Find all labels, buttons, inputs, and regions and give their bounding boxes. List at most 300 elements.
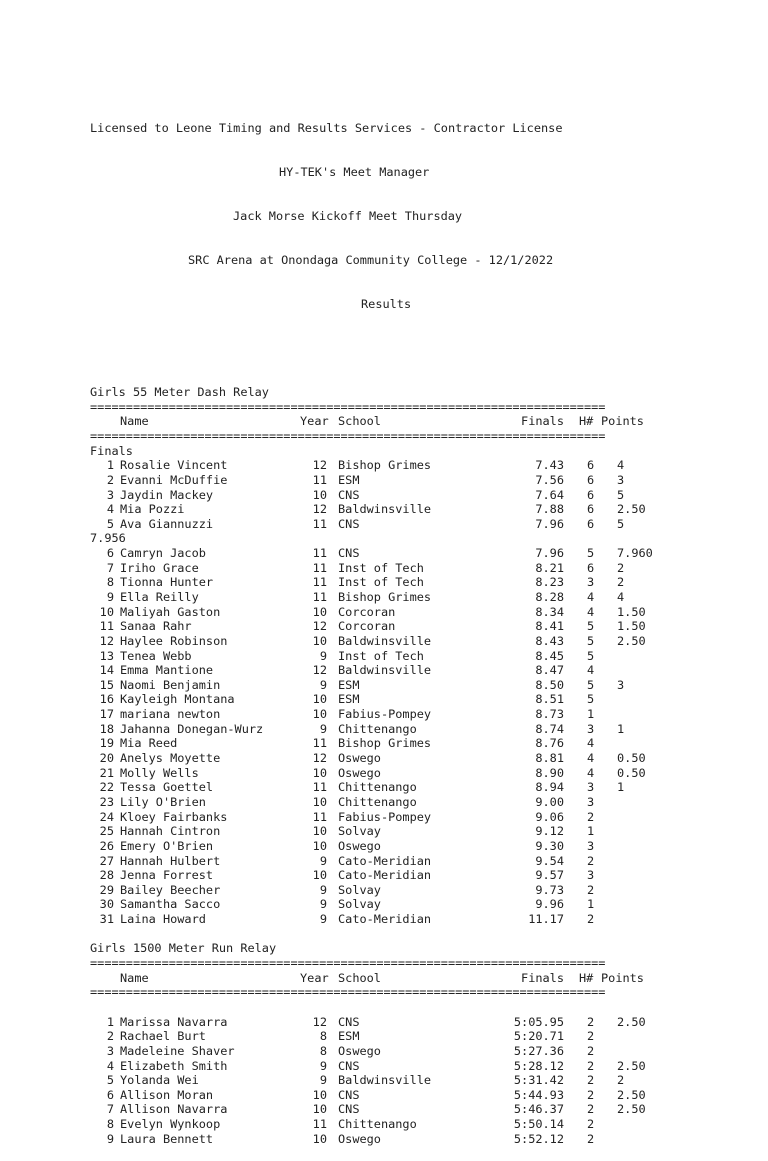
row-school: Bishop Grimes: [338, 736, 432, 751]
row-finals: 9.00: [535, 794, 564, 809]
row-heat: 2: [587, 1131, 595, 1146]
table-row: [90, 1117, 660, 1132]
row-finals: 7.96: [535, 516, 564, 531]
row-place: 21: [99, 765, 114, 780]
row-name: Rosalie Vincent: [120, 458, 228, 473]
row-year: 9: [319, 1073, 327, 1088]
row-name: Evelyn Wynkoop: [120, 1117, 221, 1132]
row-name: Allison Moran: [120, 1087, 214, 1102]
row-finals: 7.96: [535, 546, 564, 561]
row-name: Marissa Navarra: [120, 1014, 228, 1029]
row-name: Mia Reed: [120, 736, 178, 751]
row-finals: 5:52.12: [513, 1131, 564, 1146]
row-year: 10: [312, 707, 327, 722]
row-year: 11: [312, 736, 327, 751]
row-name: Hannah Hulbert: [120, 853, 221, 868]
row-year: 12: [312, 1014, 327, 1029]
row-finals: 8.23: [535, 575, 564, 590]
table-row: [90, 1044, 660, 1059]
row-year: 10: [312, 1131, 327, 1146]
row-heat: 4: [587, 590, 595, 604]
row-place: 19: [99, 736, 114, 751]
row-place: 1: [106, 458, 114, 473]
row-finals: 8.81: [535, 751, 564, 766]
row-finals: 8.47: [535, 663, 564, 678]
row-finals: 5:50.14: [513, 1117, 564, 1132]
row-name: Laina Howard: [120, 912, 206, 927]
row-year: 9: [319, 648, 327, 663]
row-name: mariana newton: [120, 707, 221, 722]
row-heat: 2: [587, 853, 595, 868]
row-school: Bishop Grimes: [338, 458, 432, 473]
table-row: [90, 868, 660, 883]
row-heat: 6: [587, 516, 595, 531]
table-row: [90, 912, 660, 927]
row-name: Hannah Cintron: [120, 824, 221, 839]
row-place: 8: [106, 575, 114, 590]
row-name: Rachael Burt: [120, 1029, 206, 1044]
row-heat: 2: [587, 1043, 595, 1058]
section-label: Finals: [90, 443, 133, 458]
column-finals: Finals: [521, 414, 564, 429]
row-heat: 1: [587, 707, 595, 722]
table-row: [90, 605, 660, 620]
row-school: Inst of Tech: [338, 575, 424, 590]
table-row: [90, 1059, 660, 1074]
table-row: [90, 649, 660, 664]
row-points: 3: [617, 472, 625, 487]
table-row: [90, 458, 660, 473]
row-year: 11: [312, 516, 327, 531]
row-school: Baldwinsville: [338, 663, 432, 678]
row-finals: 9.96: [535, 897, 564, 912]
row-name: Samantha Sacco: [120, 897, 221, 912]
table-row: [90, 839, 660, 854]
row-finals: 8.28: [535, 590, 564, 604]
row-place: 3: [106, 487, 114, 502]
row-school: Oswego: [338, 1043, 381, 1058]
row-heat: 2: [587, 1029, 595, 1044]
separator-rule: ========================================================================: [90, 956, 606, 971]
row-heat: 6: [587, 487, 595, 502]
row-school: CNS: [338, 546, 360, 561]
row-finals: 5:05.95: [513, 1014, 564, 1029]
row-points: 0.50: [617, 765, 646, 780]
row-school: Cato-Meridian: [338, 868, 432, 883]
column-points: Points: [601, 414, 644, 429]
row-points: 1: [617, 721, 625, 736]
table-row: [90, 473, 660, 488]
event-title: Girls 1500 Meter Run Relay: [90, 941, 277, 956]
row-school: Bishop Grimes: [338, 590, 432, 604]
row-finals: 5:31.42: [513, 1073, 564, 1088]
row-points: 2.50: [617, 1014, 646, 1029]
column-school: School: [338, 414, 381, 429]
row-school: Chittenango: [338, 794, 417, 809]
row-name: Evanni McDuffie: [120, 472, 228, 487]
row-year: 12: [312, 663, 327, 678]
row-school: ESM: [338, 1029, 360, 1044]
row-place: 2: [106, 472, 114, 487]
row-place: 10: [99, 604, 114, 619]
row-place: 14: [99, 663, 114, 678]
row-year: 10: [312, 794, 327, 809]
separator-rule: ========================================================================: [90, 399, 606, 414]
row-name: Ella Reilly: [120, 590, 199, 604]
table-row: [90, 854, 660, 869]
table-row: [90, 546, 660, 561]
row-heat: 5: [587, 648, 595, 663]
table-row: [90, 1073, 660, 1088]
table-row: [90, 795, 660, 810]
row-points: 7.960: [617, 546, 653, 561]
row-name: Emery O'Brien: [120, 838, 214, 853]
row-finals: 7.88: [535, 502, 564, 517]
row-heat: 4: [587, 765, 595, 780]
row-points: 2.50: [617, 633, 646, 648]
table-row: [90, 722, 660, 737]
row-school: CNS: [338, 487, 360, 502]
row-name: Tionna Hunter: [120, 575, 214, 590]
row-place: 18: [99, 721, 114, 736]
column-year: Year: [300, 414, 329, 429]
row-year: 11: [312, 560, 327, 575]
table-row: [90, 634, 660, 649]
row-school: CNS: [338, 1014, 360, 1029]
row-finals: 9.73: [535, 882, 564, 897]
row-points: 4: [617, 590, 625, 604]
row-year: 10: [312, 868, 327, 883]
row-points: 3: [617, 677, 625, 692]
row-finals: 11.17: [528, 912, 564, 927]
row-place: 5: [106, 1073, 114, 1088]
row-name: Haylee Robinson: [120, 633, 228, 648]
row-school: Fabius-Pompey: [338, 707, 432, 722]
row-year: 12: [312, 502, 327, 517]
software-line: HY-TEK's Meet Manager: [279, 165, 430, 180]
row-name: Naomi Benjamin: [120, 677, 221, 692]
row-points: 1.50: [617, 604, 646, 619]
row-school: CNS: [338, 1087, 360, 1102]
row-points: 2: [617, 1073, 625, 1088]
row-year: 10: [312, 604, 327, 619]
separator-rule: ========================================================================: [90, 985, 606, 1000]
row-year: 11: [312, 590, 327, 604]
row-place: 4: [106, 502, 114, 517]
table-row: [90, 517, 660, 532]
row-place: 27: [99, 853, 114, 868]
table-row: [90, 1102, 660, 1117]
row-school: Oswego: [338, 765, 381, 780]
row-heat: 3: [587, 868, 595, 883]
table-row: [90, 883, 660, 898]
table-row: [90, 575, 660, 590]
meet-name: Jack Morse Kickoff Meet Thursday: [233, 209, 463, 224]
row-year: 9: [319, 853, 327, 868]
row-points: 2.50: [617, 1102, 646, 1117]
table-row: [90, 619, 660, 634]
results-document: [90, 92, 660, 1161]
row-name: Kloey Fairbanks: [120, 809, 228, 824]
row-heat: 3: [587, 794, 595, 809]
row-finals: 7.43: [535, 458, 564, 473]
row-points: 5: [617, 516, 625, 531]
row-school: CNS: [338, 516, 360, 531]
table-row: [90, 707, 660, 722]
row-school: Inst of Tech: [338, 560, 424, 575]
row-name: Allison Navarra: [120, 1102, 228, 1117]
column-year: Year: [300, 970, 329, 985]
table-row: [90, 692, 660, 707]
row-place: 4: [106, 1058, 114, 1073]
row-school: CNS: [338, 1058, 360, 1073]
column-points: Points: [601, 970, 644, 985]
row-year: 11: [312, 472, 327, 487]
row-name: Ava Giannuzzi: [120, 516, 214, 531]
row-points: 0.50: [617, 751, 646, 766]
row-year: 10: [312, 633, 327, 648]
row-place: 26: [99, 838, 114, 853]
row-school: Cato-Meridian: [338, 912, 432, 927]
row-school: Inst of Tech: [338, 648, 424, 663]
row-heat: 2: [587, 882, 595, 897]
row-place: 5: [106, 516, 114, 531]
spacer: [90, 341, 660, 356]
doc-type: Results: [361, 297, 412, 312]
row-heat: 5: [587, 692, 595, 707]
table-row: [90, 488, 660, 503]
row-name: Kayleigh Montana: [120, 692, 235, 707]
row-place: 9: [106, 590, 114, 604]
row-heat: 5: [587, 677, 595, 692]
row-finals: 8.90: [535, 765, 564, 780]
row-place: 6: [106, 546, 114, 561]
row-place: 1: [106, 1014, 114, 1029]
row-place: 29: [99, 882, 114, 897]
table-row: [90, 810, 660, 825]
row-finals: 5:27.36: [513, 1043, 564, 1058]
row-year: 10: [312, 838, 327, 853]
row-name: Lily O'Brien: [120, 794, 206, 809]
row-place: 23: [99, 794, 114, 809]
row-place: 17: [99, 707, 114, 722]
row-points: 2: [617, 560, 625, 575]
row-points: 1: [617, 780, 625, 795]
row-name: Camryn Jacob: [120, 546, 206, 561]
row-name: Maliyah Gaston: [120, 604, 221, 619]
row-heat: 6: [587, 502, 595, 517]
table-row: [90, 502, 660, 517]
row-year: 11: [312, 546, 327, 561]
row-points: 1.50: [617, 619, 646, 634]
row-finals: 8.76: [535, 736, 564, 751]
row-points: 2.50: [617, 502, 646, 517]
row-heat: 5: [587, 619, 595, 634]
row-year: 8: [319, 1043, 327, 1058]
row-place: 8: [106, 1117, 114, 1132]
spacer: [90, 1000, 660, 1015]
row-place: 12: [99, 633, 114, 648]
spacer: [90, 927, 660, 942]
table-row: [90, 1088, 660, 1103]
row-year: 9: [319, 721, 327, 736]
row-school: Fabius-Pompey: [338, 809, 432, 824]
row-place: 31: [99, 912, 114, 927]
row-name: Iriho Grace: [120, 560, 199, 575]
row-year: 9: [319, 1058, 327, 1073]
row-year: 10: [312, 692, 327, 707]
table-row: [90, 561, 660, 576]
row-school: Solvay: [338, 882, 381, 897]
row-school: Oswego: [338, 838, 381, 853]
row-heat: 5: [587, 546, 595, 561]
row-finals: 5:20.71: [513, 1029, 564, 1044]
row-year: 9: [319, 897, 327, 912]
row-name: Tenea Webb: [120, 648, 192, 663]
table-row: [90, 766, 660, 781]
row-name: Madeleine Shaver: [120, 1043, 235, 1058]
row-school: Baldwinsville: [338, 502, 432, 517]
row-finals: 8.73: [535, 707, 564, 722]
row-place: 25: [99, 824, 114, 839]
row-finals: 8.43: [535, 633, 564, 648]
row-school: Corcoran: [338, 604, 396, 619]
row-year: 10: [312, 765, 327, 780]
table-row: [90, 590, 660, 605]
table-row: [90, 751, 660, 766]
row-school: Cato-Meridian: [338, 853, 432, 868]
row-heat: 4: [587, 736, 595, 751]
row-finals: 5:28.12: [513, 1058, 564, 1073]
row-points: 4: [617, 458, 625, 473]
row-place: 22: [99, 780, 114, 795]
row-school: Baldwinsville: [338, 633, 432, 648]
events-container: [90, 385, 660, 1146]
row-place: 2: [106, 1029, 114, 1044]
row-school: Baldwinsville: [338, 1073, 432, 1088]
row-finals: 7.56: [535, 472, 564, 487]
row-name: Laura Bennett: [120, 1131, 214, 1146]
column-heat: H#: [579, 970, 594, 985]
row-finals: 9.57: [535, 868, 564, 883]
row-year: 8: [319, 1029, 327, 1044]
row-finals: 8.50: [535, 677, 564, 692]
column-name: Name: [120, 970, 149, 985]
row-place: 11: [99, 619, 114, 634]
row-finals: 8.41: [535, 619, 564, 634]
row-school: ESM: [338, 692, 360, 707]
row-school: ESM: [338, 677, 360, 692]
row-place: 24: [99, 809, 114, 824]
row-year: 10: [312, 824, 327, 839]
row-points: 2.50: [617, 1058, 646, 1073]
row-finals: 9.06: [535, 809, 564, 824]
row-name: Emma Mantione: [120, 663, 214, 678]
row-place: 7: [106, 560, 114, 575]
row-finals: 9.12: [535, 824, 564, 839]
row-year: 10: [312, 1102, 327, 1117]
row-name: Bailey Beecher: [120, 882, 221, 897]
column-finals: Finals: [521, 970, 564, 985]
row-name: Sanaa Rahr: [120, 619, 192, 634]
row-year: 9: [319, 912, 327, 927]
table-row: [90, 736, 660, 751]
row-school: Oswego: [338, 1131, 381, 1146]
row-year: 12: [312, 751, 327, 766]
row-finals: 9.30: [535, 838, 564, 853]
row-year: 9: [319, 882, 327, 897]
row-year: 9: [319, 677, 327, 692]
column-heat: H#: [579, 414, 594, 429]
row-school: Oswego: [338, 751, 381, 766]
row-place: 30: [99, 897, 114, 912]
row-school: Chittenango: [338, 721, 417, 736]
row-finals: 5:46.37: [513, 1102, 564, 1117]
row-place: 7: [106, 1102, 114, 1117]
row-place: 13: [99, 648, 114, 663]
row-points: 2.50: [617, 1087, 646, 1102]
row-year: 11: [312, 1117, 327, 1132]
row-place: 6: [106, 1087, 114, 1102]
row-finals: 8.74: [535, 721, 564, 736]
row-finals: 7.64: [535, 487, 564, 502]
table-row: [90, 1029, 660, 1044]
column-header-row: [90, 971, 660, 986]
row-heat: 3: [587, 575, 595, 590]
row-heat: 1: [587, 824, 595, 839]
row-points: 5: [617, 487, 625, 502]
row-year: 12: [312, 619, 327, 634]
row-finals: 9.54: [535, 853, 564, 868]
row-school: CNS: [338, 1102, 360, 1117]
row-finals: 8.51: [535, 692, 564, 707]
column-header-row: [90, 414, 660, 429]
row-name: Elizabeth Smith: [120, 1058, 228, 1073]
row-place: 16: [99, 692, 114, 707]
row-heat: 6: [587, 458, 595, 473]
row-heat: 6: [587, 560, 595, 575]
row-name: Tessa Goettel: [120, 780, 214, 795]
row-school: Chittenango: [338, 1117, 417, 1132]
row-school: Corcoran: [338, 619, 396, 634]
row-school: Solvay: [338, 824, 381, 839]
row-name: Anelys Moyette: [120, 751, 221, 766]
row-heat: 1: [587, 897, 595, 912]
row-finals: 8.34: [535, 604, 564, 619]
separator-rule: ========================================================================: [90, 428, 606, 443]
row-school: Solvay: [338, 897, 381, 912]
row-heat: 3: [587, 721, 595, 736]
row-finals: 5:44.93: [513, 1087, 564, 1102]
column-school: School: [338, 970, 381, 985]
row-heat: 2: [587, 912, 595, 927]
row-year: 11: [312, 780, 327, 795]
venue-line: SRC Arena at Onondaga Community College - 12/1/2022: [188, 253, 554, 268]
row-heat: 2: [587, 1073, 595, 1088]
row-heat: 3: [587, 838, 595, 853]
row-finals: 8.94: [535, 780, 564, 795]
row-school: Chittenango: [338, 780, 417, 795]
row-heat: 3: [587, 780, 595, 795]
table-row: [90, 780, 660, 795]
row-heat: 4: [587, 604, 595, 619]
row-place: 28: [99, 868, 114, 883]
row-year: 10: [312, 1087, 327, 1102]
table-row: [90, 897, 660, 912]
column-name: Name: [120, 414, 149, 429]
row-heat: 4: [587, 751, 595, 766]
row-name: Mia Pozzi: [120, 502, 185, 517]
